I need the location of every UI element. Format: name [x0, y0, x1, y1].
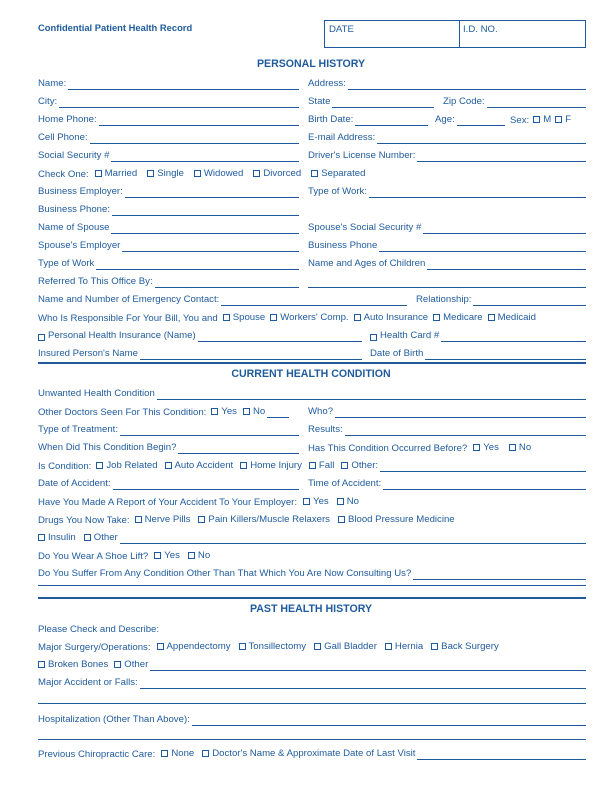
email-label: E-mail Address: [308, 132, 376, 143]
city-line[interactable] [59, 97, 299, 108]
appendectomy-checkbox[interactable] [157, 643, 164, 650]
row-is-condition [38, 458, 586, 472]
children-field[interactable] [308, 256, 586, 270]
fall-label: Fall [318, 460, 335, 471]
broken-bones-group [38, 657, 586, 671]
box-divider [459, 21, 460, 47]
health-card-line[interactable] [441, 331, 586, 342]
medicare-checkbox[interactable] [433, 314, 440, 321]
referred-label: Referred To This Office By: [38, 276, 153, 287]
begin-label: When Did This Condition Begin? [38, 442, 177, 453]
sex-field [510, 112, 579, 126]
dob-field[interactable] [370, 346, 586, 360]
row-insurance [38, 328, 586, 342]
who-field[interactable] [308, 404, 586, 418]
spouse-type-of-work-field[interactable] [38, 256, 299, 270]
children-label: Name and Ages of Children [308, 258, 426, 269]
occurred-no-label: No [518, 442, 532, 453]
insured-name-line[interactable] [140, 349, 362, 360]
report-group [38, 494, 367, 508]
is-condition-label: Is Condition: [38, 461, 92, 472]
spouse-ssn-label: Spouse's Social Security # [308, 222, 422, 233]
treatment-field[interactable] [38, 422, 299, 436]
other-doctors-label: Other Doctors Seen For This Condition: [38, 407, 207, 418]
row-accident-falls [38, 675, 586, 689]
date-accident-label: Date of Accident: [38, 478, 111, 489]
children-line[interactable] [427, 259, 586, 270]
row-begin [38, 440, 586, 454]
nerve-pills-checkbox[interactable] [135, 516, 142, 523]
home-injury-label: Home Injury [250, 460, 302, 471]
widowed-checkbox[interactable] [194, 170, 201, 177]
address-label: Address: [308, 78, 346, 89]
auto-insurance-checkbox[interactable] [354, 314, 361, 321]
divorced-label: Divorced [263, 168, 302, 179]
shoe-lift-no-checkbox[interactable] [188, 552, 195, 559]
responsible-label: Who Is Responsible For Your Bill, You and [38, 313, 218, 324]
relationship-line[interactable] [473, 295, 586, 306]
check-describe-label: Please Check and Describe: [38, 624, 160, 635]
age-line[interactable] [457, 115, 505, 126]
license-field[interactable] [308, 148, 586, 162]
time-accident-line[interactable] [383, 479, 586, 490]
sex-m-label: M [543, 114, 552, 125]
spouse-ssn-field[interactable] [308, 220, 586, 234]
suffer-label: Do You Suffer From Any Condition Other Than That Which You Are Now Consulting Us? [38, 568, 412, 579]
married-label: Married [104, 168, 138, 179]
doctor-name-label: Doctor's Name & Approximate Date of Last Visit [212, 748, 416, 759]
row-responsible [38, 310, 586, 324]
other-doctors-yes-label: Yes [221, 406, 237, 417]
past-other-line[interactable] [150, 660, 586, 671]
separated-label: Separated [321, 168, 366, 179]
nerve-pills-label: Nerve Pills [144, 514, 191, 525]
emergency-label: Name and Number of Emergency Contact: [38, 294, 220, 305]
row-insured [38, 346, 586, 360]
email-line[interactable] [377, 133, 586, 144]
spouse-employer-field[interactable] [38, 238, 299, 252]
dob-label: Date of Birth [370, 348, 424, 359]
medicaid-label: Medicaid [497, 312, 536, 323]
license-label: Driver's License Number: [308, 150, 416, 161]
row-shoe-lift [38, 548, 586, 562]
ssn-label: Social Security # [38, 150, 110, 161]
drugs-other-label: Other [93, 532, 118, 543]
treatment-label: Type of Treatment: [38, 424, 118, 435]
state-line[interactable] [332, 97, 434, 108]
unwanted-label: Unwanted Health Condition [38, 388, 155, 399]
occurred-yes-checkbox[interactable] [473, 444, 480, 451]
business-phone-field[interactable] [38, 202, 299, 216]
business-employer-field[interactable] [38, 184, 299, 198]
drugs-other-checkbox[interactable] [84, 534, 91, 541]
name-field[interactable] [38, 76, 299, 90]
license-line[interactable] [417, 151, 586, 162]
responsible-group [38, 310, 536, 324]
home-injury-checkbox[interactable] [240, 462, 247, 469]
drugs-label: Drugs You Now Take: [38, 515, 130, 526]
row-cell-email [38, 130, 586, 144]
children-continued-field[interactable] [308, 274, 586, 288]
pain-killers-checkbox[interactable] [198, 516, 205, 523]
hernia-label: Hernia [394, 641, 424, 652]
relationship-field[interactable] [416, 292, 586, 306]
divorced-checkbox[interactable] [253, 170, 260, 177]
age-label: Age: [435, 114, 455, 125]
age-field[interactable] [435, 112, 505, 126]
other-doctors-no-checkbox[interactable] [243, 408, 250, 415]
results-field[interactable] [308, 422, 586, 436]
business-employer-label: Business Employer: [38, 186, 123, 197]
spouse-business-phone-field[interactable] [308, 238, 586, 252]
state-field[interactable] [308, 94, 434, 108]
spouse-ssn-line[interactable] [423, 223, 586, 234]
time-accident-label: Time of Accident: [308, 478, 382, 489]
spouse-business-phone-line[interactable] [379, 241, 586, 252]
insulin-checkbox[interactable] [38, 534, 45, 541]
section-divider [38, 362, 586, 364]
date-accident-field[interactable] [38, 476, 299, 490]
back-surgery-label: Back Surgery [441, 641, 499, 652]
insurance-line[interactable] [198, 331, 362, 342]
report-no-label: No [346, 496, 359, 507]
birth-date-line[interactable] [355, 115, 428, 126]
pain-killers-label: Pain Killers/Muscle Relaxers [208, 514, 330, 525]
accident-falls-field[interactable] [38, 675, 586, 689]
doctor-name-line[interactable] [417, 749, 586, 760]
current-condition-heading: CURRENT HEALTH CONDITION [231, 368, 391, 380]
check-describe-text [38, 621, 159, 635]
state-label: State [308, 96, 331, 107]
accident-falls-continued-line[interactable] [38, 703, 586, 704]
relationship-label: Relationship: [416, 294, 472, 305]
name-line[interactable] [68, 79, 299, 90]
emergency-field[interactable] [38, 292, 407, 306]
type-of-work-line[interactable] [369, 187, 586, 198]
chiro-group [38, 746, 586, 760]
workers-comp-checkbox[interactable] [270, 314, 277, 321]
shoe-lift-label: Do You Wear A Shoe Lift? [38, 551, 149, 562]
spouse-business-phone-label: Business Phone [308, 240, 378, 251]
tonsillectomy-checkbox[interactable] [239, 643, 246, 650]
condition-other-label: Other: [351, 460, 379, 471]
time-accident-field[interactable] [308, 476, 586, 490]
report-yes-checkbox[interactable] [303, 498, 310, 505]
auto-insurance-label: Auto Insurance [363, 312, 429, 323]
business-phone-line[interactable] [112, 205, 299, 216]
shoe-lift-group [38, 548, 218, 562]
address-field[interactable] [308, 76, 586, 90]
tonsillectomy-label: Tonsillectomy [248, 641, 307, 652]
occurred-no-checkbox[interactable] [509, 444, 516, 451]
referred-line[interactable] [155, 277, 299, 288]
health-card-checkbox[interactable] [370, 334, 377, 341]
condition-other-checkbox[interactable] [341, 462, 348, 469]
begin-line[interactable] [178, 443, 299, 454]
occurred-group [308, 440, 539, 454]
row-employer-work [38, 184, 586, 198]
row-report [38, 494, 586, 508]
results-label: Results: [308, 424, 343, 435]
children-continued-line[interactable] [308, 277, 586, 288]
form-title: Confidential Patient Health Record [38, 22, 193, 33]
hospitalization-field[interactable] [38, 712, 586, 726]
email-field[interactable] [308, 130, 586, 144]
sex-f-label: F [565, 114, 572, 125]
job-related-checkbox[interactable] [96, 462, 103, 469]
row-spouse-employer [38, 238, 586, 252]
blood-pressure-label: Blood Pressure Medicine [347, 514, 455, 525]
workers-comp-label: Workers' Comp. [280, 312, 349, 323]
row-city-state-zip [38, 94, 586, 108]
hospitalization-continued-line[interactable] [38, 739, 586, 740]
row-suffer [38, 566, 586, 580]
back-surgery-checkbox[interactable] [431, 643, 438, 650]
zip-field[interactable] [443, 94, 586, 108]
medicare-label: Medicare [443, 312, 483, 323]
spouse-name-label: Name of Spouse [38, 222, 110, 233]
insured-name-field[interactable] [38, 346, 362, 360]
suffer-line[interactable] [413, 569, 586, 580]
home-phone-field[interactable] [38, 112, 299, 126]
row-broken-bones [38, 657, 586, 671]
emergency-line[interactable] [221, 295, 407, 306]
home-phone-label: Home Phone: [38, 114, 97, 125]
drugs-group [38, 512, 463, 526]
row-treatment [38, 422, 586, 436]
row-surgery [38, 639, 586, 653]
birth-date-field[interactable] [308, 112, 428, 126]
begin-field[interactable] [38, 440, 299, 454]
report-no-checkbox[interactable] [337, 498, 344, 505]
marital-status-group [38, 166, 373, 180]
gall-bladder-label: Gall Bladder [324, 641, 377, 652]
accident-falls-label: Major Accident or Falls: [38, 677, 138, 688]
row-spouse-work-children [38, 256, 586, 270]
is-condition-group [38, 458, 586, 472]
results-line[interactable] [345, 425, 586, 436]
home-phone-line[interactable] [99, 115, 299, 126]
type-of-work-field[interactable] [308, 184, 586, 198]
address-line[interactable] [348, 79, 586, 90]
auto-accident-label: Auto Accident [174, 460, 234, 471]
type-of-work-label: Type of Work: [308, 186, 368, 197]
sex-label: Sex: [510, 115, 530, 126]
health-card-label: Health Card # [380, 330, 440, 341]
ssn-line[interactable] [111, 151, 299, 162]
referred-field[interactable] [38, 274, 299, 288]
insulin-label: Insulin [48, 532, 76, 543]
insurance-field[interactable] [38, 328, 362, 342]
birth-date-label: Birth Date: [308, 114, 354, 125]
row-accident-time [38, 476, 586, 490]
past-other-checkbox[interactable] [114, 661, 121, 668]
hospitalization-line[interactable] [192, 715, 586, 726]
major-surgery-label: Major Surgery/Operations: [38, 642, 151, 653]
row-home-birth [38, 112, 586, 126]
business-phone-label: Business Phone: [38, 204, 110, 215]
suffer-field[interactable] [38, 566, 586, 580]
past-other-label: Other [124, 659, 149, 670]
surgery-group [38, 639, 507, 653]
row-marital [38, 166, 586, 180]
health-card-field[interactable] [370, 328, 586, 342]
check-one-label: Check One: [38, 169, 89, 180]
broken-bones-checkbox[interactable] [38, 661, 45, 668]
cell-phone-line[interactable] [90, 133, 299, 144]
insurance-checkbox[interactable] [38, 334, 45, 341]
row-emergency [38, 292, 586, 306]
other-doctors-no-label: No [252, 406, 266, 417]
spouse-type-of-work-line[interactable] [96, 259, 299, 270]
spouse-employer-label: Spouse's Employer [38, 240, 121, 251]
single-checkbox[interactable] [147, 170, 154, 177]
spouse-type-of-work-label: Type of Work [38, 258, 95, 269]
personal-history-heading: PERSONAL HISTORY [256, 58, 366, 70]
row-ssn-license [38, 148, 586, 162]
sex-f-checkbox[interactable] [555, 116, 562, 123]
date-label: DATE [329, 24, 354, 35]
spouse-employer-line[interactable] [122, 241, 299, 252]
other-doctors-yes-checkbox[interactable] [211, 408, 218, 415]
other-doctors-group [38, 404, 289, 418]
shoe-lift-yes-checkbox[interactable] [154, 552, 161, 559]
row-unwanted [38, 386, 586, 400]
report-yes-label: Yes [313, 496, 329, 507]
single-label: Single [157, 168, 184, 179]
hernia-checkbox[interactable] [385, 643, 392, 650]
appendectomy-label: Appendectomy [166, 641, 231, 652]
broken-bones-label: Broken Bones [48, 659, 109, 670]
job-related-label: Job Related [106, 460, 158, 471]
spouse-name-line[interactable] [111, 223, 299, 234]
row-referred [38, 274, 586, 288]
married-checkbox[interactable] [95, 170, 102, 177]
business-employer-line[interactable] [125, 187, 299, 198]
zip-label: Zip Code: [443, 96, 485, 107]
accident-falls-line[interactable] [140, 678, 586, 689]
insured-name-label: Insured Person's Name [38, 348, 138, 359]
hospitalization-label: Hospitalization (Other Than Above): [38, 714, 190, 725]
cell-phone-field[interactable] [38, 130, 299, 144]
row-hospitalization [38, 712, 586, 726]
drugs-other-line[interactable] [120, 533, 586, 544]
section-divider [38, 597, 586, 599]
medicaid-checkbox[interactable] [488, 314, 495, 321]
condition-other-line[interactable] [380, 461, 586, 472]
chiro-none-checkbox[interactable] [161, 750, 168, 757]
blood-pressure-checkbox[interactable] [338, 516, 345, 523]
auto-accident-checkbox[interactable] [165, 462, 172, 469]
shoe-lift-no-label: No [197, 550, 211, 561]
cell-phone-label: Cell Phone: [38, 132, 88, 143]
city-label: City: [38, 96, 58, 107]
row-name-address [38, 76, 586, 90]
occurred-yes-label: Yes [483, 442, 499, 453]
treatment-line[interactable] [120, 425, 299, 436]
widowed-label: Widowed [203, 168, 244, 179]
separated-checkbox[interactable] [311, 170, 318, 177]
unwanted-field[interactable] [38, 386, 586, 400]
other-doctors-line[interactable] [267, 407, 289, 418]
date-accident-line[interactable] [113, 479, 299, 490]
insurance-label: Personal Health Insurance (Name) [48, 330, 196, 341]
spouse-name-field[interactable] [38, 220, 299, 234]
row-chiro [38, 746, 586, 760]
suffer-continued-line[interactable] [38, 585, 586, 586]
name-label: Name: [38, 78, 67, 89]
fall-checkbox[interactable] [309, 462, 316, 469]
shoe-lift-yes-label: Yes [164, 550, 180, 561]
who-label: Who? [308, 406, 334, 417]
past-history-heading: PAST HEALTH HISTORY [249, 603, 373, 615]
city-field[interactable] [38, 94, 299, 108]
spouse-option-label: Spouse [232, 312, 266, 323]
row-drugs [38, 512, 586, 526]
occurred-label: Has This Condition Occurred Before? [308, 443, 468, 454]
report-label: Have You Made A Report of Your Accident To Your Employer: [38, 497, 298, 508]
row-spouse [38, 220, 586, 234]
dob-line[interactable] [425, 349, 586, 360]
row-business-phone [38, 202, 586, 216]
id-label: I.D. NO. [463, 24, 498, 35]
row-check-describe [38, 621, 586, 635]
date-id-box [324, 20, 586, 48]
insulin-other-group [38, 530, 586, 544]
unwanted-line[interactable] [157, 389, 586, 400]
chiro-none-label: None [171, 748, 195, 759]
gall-bladder-checkbox[interactable] [314, 643, 321, 650]
chiro-label: Previous Chiropractic Care: [38, 749, 156, 760]
row-other-doctors [38, 404, 586, 418]
doctor-name-checkbox[interactable] [202, 750, 209, 757]
ssn-field[interactable] [38, 148, 299, 162]
spouse-checkbox[interactable] [223, 314, 230, 321]
who-line[interactable] [335, 407, 586, 418]
row-insulin-other [38, 530, 586, 544]
zip-line[interactable] [487, 97, 586, 108]
sex-m-checkbox[interactable] [533, 116, 540, 123]
